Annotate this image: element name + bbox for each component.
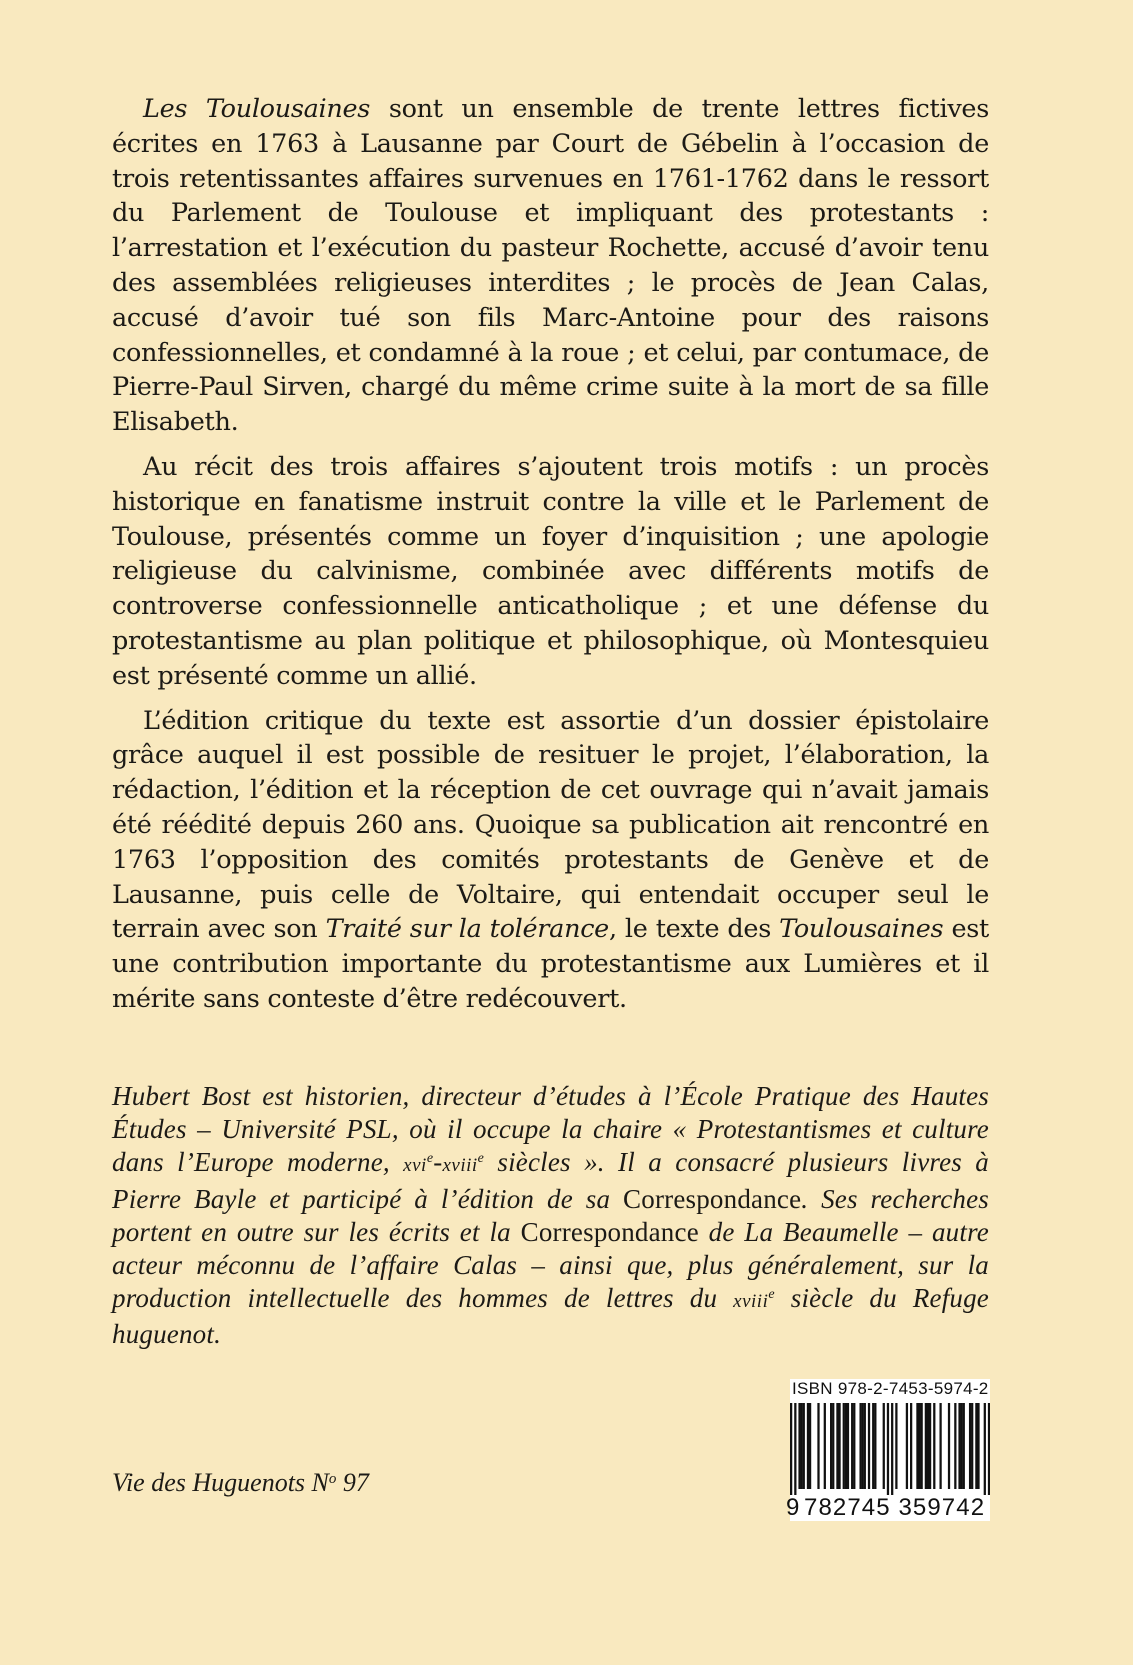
- back-cover-summary: [112, 92, 989, 1027]
- bio-text-b: siècles ». Il a consacré plusieurs livres à Pierre Bayle et participé à l’édition de sa: [112, 1147, 989, 1214]
- bio-text-d: de La Beaumelle – autre acteur méconnu de l’affaire Calas – ainsi que, plus généralement, sur la production intellectuelle des hommes de lettres du: [112, 1216, 989, 1314]
- barcode-bar: [906, 1403, 908, 1489]
- barcode-bar: [807, 1403, 809, 1489]
- summary-text-3c: est une contribution importante du protestantisme aux Lumières et il mérite sans conteste d’être redécouvert.: [112, 914, 989, 1014]
- summary-text-3a: L’édition critique du texte est assortie d’un dossier épistolaire grâce auquel il est possible de resituer le projet, l’élaboration, la rédaction, l’édition et la réception de cet ouvrage qui n’avait jamais été réédité depuis 260 ans. Quoique sa publication ait rencontré en 1763 l’opposition des comités protestants de Genève et de Lausanne, puis celle de Voltaire, qui entendait occuper seul le terrain avec son: [112, 705, 989, 945]
- barcode-bar: [851, 1403, 853, 1489]
- barcode-bar: [864, 1403, 866, 1489]
- barcode-bar: [916, 1403, 918, 1489]
- barcode-bar: [977, 1403, 979, 1489]
- barcode-bar: [921, 1403, 923, 1489]
- barcode-bar: [803, 1403, 805, 1489]
- barcode-bar: [963, 1403, 965, 1489]
- barcode-bar: [836, 1403, 838, 1489]
- bio-text-e: siècle du Refuge huguenot.: [112, 1283, 989, 1350]
- barcode-bar: [918, 1403, 920, 1489]
- summary-paragraph-3: [112, 704, 989, 1017]
- barcode-bar: [971, 1403, 973, 1489]
- summary-paragraph-2: Au récit des trois affaires s’ajoutent trois motifs : un procès historique en fanatisme instruit contre la ville et le Parlement de Toulouse, présentés comme un foyer d’inquisition ; une apologie religieuse du calvinisme, combinée avec différents motifs de controverse confessionnelle anticatholique ; et une défense du protestantisme au plan politique et philosophique, où Montesquieu est présenté comme un allié.: [112, 451, 989, 691]
- barcode-first-digit: 9: [786, 1494, 800, 1521]
- author-bio: [112, 1080, 989, 1352]
- barcode-bar: [927, 1403, 929, 1489]
- barcode-icon: [790, 1403, 990, 1495]
- barcode-bar: [794, 1403, 796, 1495]
- barcode-bar: [895, 1403, 897, 1489]
- barcode-bar: [809, 1403, 811, 1489]
- barcode-bar: [910, 1403, 912, 1489]
- barcode-bar: [975, 1403, 977, 1489]
- barcode-bar: [868, 1403, 870, 1489]
- bio-century-16: xvi: [403, 1155, 427, 1177]
- collection-number-sign: o: [328, 1471, 337, 1487]
- barcode-bar: [790, 1403, 792, 1495]
- italic-title-toulousaines: Toulousaines: [779, 914, 944, 945]
- barcode-bar: [817, 1403, 819, 1489]
- isbn-label: ISBN 978-2-7453-5974-2: [792, 1379, 989, 1398]
- bio-sup-1: e: [426, 1151, 434, 1167]
- summary-text-1: sont un ensemble de trente lettres fictives écrites en 1763 à Lausanne par Court de Gébelin à l’occasion de trois retentissantes affaires survenues en 1761-1762 dans le ressort du Parlement de Toulouse et impliquant des protestants : l’arrestation et l’exécution du pasteur Rochette, accusé d’avoir tenu des assemblées religieuses interdites ; le procès de Jean Calas, accusé d’avoir tué son fils Marc-Antoine pour des raisons confessionnelles, et condamné à la roue ; et celui, par contumace, de Pierre-Paul Sirven, chargé du même crime suite à la mort de sa fille Elisabeth.: [112, 94, 990, 438]
- barcode-bar: [859, 1403, 861, 1489]
- barcode-bar: [845, 1403, 847, 1489]
- bio-century-18: xviii: [442, 1155, 478, 1177]
- barcode-bar: [948, 1403, 950, 1489]
- summary-paragraph-1: [112, 92, 989, 440]
- barcode-bar: [801, 1403, 803, 1489]
- summary-text-3b: , le texte des: [608, 914, 780, 945]
- isbn-barcode-block: [786, 1379, 990, 1521]
- barcode-bar: [874, 1403, 876, 1489]
- barcode-bar: [872, 1403, 874, 1489]
- bio-text-c: . Ses recherches portent en outre sur les écrits et la: [112, 1183, 989, 1247]
- barcode-bar: [954, 1403, 956, 1489]
- barcode-bar: [933, 1403, 935, 1489]
- bio-correspondance-2: Correspondance: [520, 1216, 699, 1247]
- bio-dash: -: [433, 1147, 443, 1178]
- barcode-bar: [988, 1403, 990, 1495]
- barcode-bar: [883, 1403, 885, 1489]
- collection-name: Vie des Huguenots N: [112, 1468, 329, 1497]
- bio-sup-3: e: [768, 1287, 775, 1303]
- barcode-bar: [984, 1403, 986, 1495]
- bio-text-a: Hubert Bost est historien, directeur d’études à l’École Pratique des Hautes Études – Université PSL, où il occupe la chaire « Protestantismes et culture dans l’Europe moderne,: [112, 1081, 989, 1178]
- barcode-bar: [824, 1403, 826, 1489]
- barcode-bar: [798, 1403, 800, 1489]
- barcode-bar: [969, 1403, 971, 1489]
- barcode-bar: [958, 1403, 960, 1489]
- barcode-digit-string: 782745 359742: [804, 1494, 986, 1521]
- italic-title-traite: Traité sur la tolérance: [325, 914, 609, 945]
- barcode-bar: [891, 1403, 893, 1495]
- barcode-bar: [832, 1403, 834, 1489]
- barcode-bar: [838, 1403, 840, 1489]
- barcode-bar: [887, 1403, 889, 1495]
- barcode-bar: [843, 1403, 845, 1489]
- barcode-bar: [939, 1403, 941, 1489]
- collection-label: [112, 1468, 369, 1498]
- bio-century-18b: xviii: [733, 1291, 769, 1313]
- barcode-bar: [925, 1403, 927, 1489]
- bio-sup-2: e: [477, 1151, 485, 1167]
- barcode-bar: [961, 1403, 963, 1489]
- collection-number: 97: [336, 1468, 369, 1497]
- barcode-bar: [847, 1403, 849, 1489]
- barcode-bar: [830, 1403, 832, 1489]
- bio-correspondance-1: Correspondance: [623, 1183, 802, 1214]
- book-title: Les Toulousaines: [143, 94, 371, 124]
- barcode-bar: [929, 1403, 931, 1489]
- barcode-bar: [862, 1403, 864, 1489]
- barcode-bar: [853, 1403, 855, 1489]
